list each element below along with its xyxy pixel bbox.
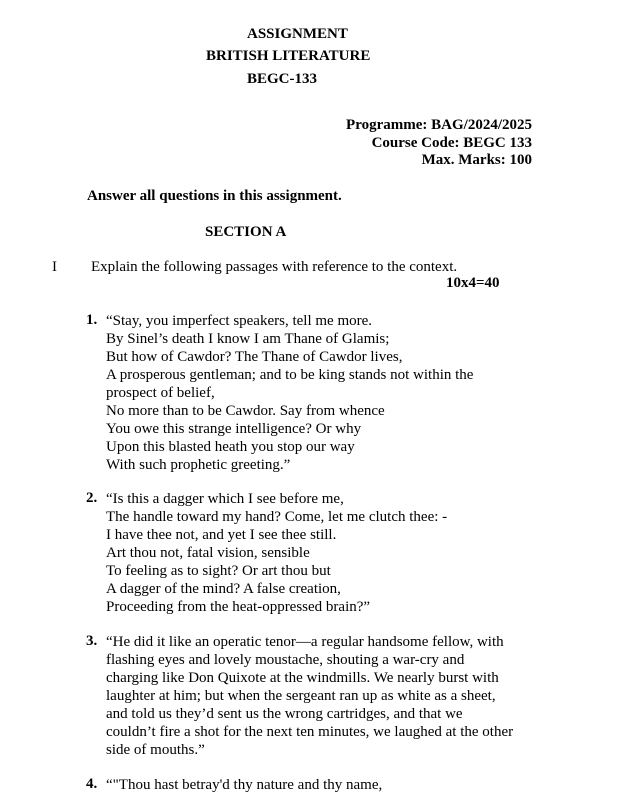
passage-line: Art thou not, fatal vision, sensible [106, 545, 310, 561]
question-2-passage [106, 490, 447, 616]
passage-line: “Is this a dagger which I see before me, [106, 491, 344, 507]
doc-title: ASSIGNMENT [247, 26, 348, 42]
max-marks-label: Max. Marks: 100 [421, 152, 532, 168]
instruction: Answer all questions in this assignment. [87, 188, 342, 204]
passage-line: flashing eyes and lovely moustache, shouting a war-cry and [106, 652, 465, 668]
passage-line: With such prophetic greeting.” [106, 457, 291, 473]
passage-line: A prosperous gentleman; and to be king stands not within the [106, 367, 474, 383]
passage-line: By Sinel’s death I know I am Thane of Glamis; [106, 331, 390, 347]
part-marks: 10x4=40 [446, 275, 500, 291]
passage-line: prospect of belief, [106, 385, 215, 401]
passage-line: The handle toward my hand? Come, let me clutch thee: - [106, 509, 448, 525]
passage-line: Upon this blasted heath you stop our way [106, 439, 355, 455]
passage-line: But how of Cawdor? The Thane of Cawdor lives, [106, 349, 403, 365]
passage-line: A dagger of the mind? A false creation, [106, 581, 341, 597]
question-number: 1. [86, 312, 98, 328]
passage-line: You owe this strange intelligence? Or why [106, 421, 362, 437]
question-number: 3. [86, 633, 98, 649]
passage-line: charging like Don Quixote at the windmills. We nearly burst with [106, 670, 499, 686]
passage-line: “"Thou hast betray'd thy nature and thy name, [106, 777, 383, 793]
passage-line: side of mouths.” [106, 742, 205, 758]
passage-line: laughter at him; but when the sergeant ran up as white as a sheet, [106, 688, 496, 704]
passage-line: Proceeding from the heat-oppressed brain?” [106, 599, 371, 615]
question-3-passage [106, 633, 531, 759]
passage-line: No more than to be Cawdor. Say from whence [106, 403, 385, 419]
passage-line: and told us they’d sent us the wrong cartridges, and that we [106, 706, 463, 722]
question-1-passage [106, 312, 473, 474]
course-title: BRITISH LITERATURE [206, 48, 371, 64]
passage-line: couldn’t fire a shot for the next ten minutes, we laughed at the other [106, 724, 514, 740]
passage-line: “He did it like an operatic tenor—a regular handsome fellow, with [106, 634, 504, 650]
passage-line: I have thee not, and yet I see thee still. [106, 527, 337, 543]
passage-line: To feeling as to sight? Or art thou but [106, 563, 331, 579]
programme-label: Programme: BAG/2024/2025 [346, 117, 532, 133]
question-number: 2. [86, 490, 98, 506]
part-numeral: I [52, 259, 57, 275]
question-number: 4. [86, 776, 98, 792]
course-code-label: Course Code: BEGC 133 [371, 135, 532, 151]
course-code-title: BEGC-133 [247, 71, 318, 87]
question-4-passage [106, 776, 382, 794]
passage-line: “Stay, you imperfect speakers, tell me more. [106, 313, 373, 329]
part-instruction: Explain the following passages with reference to the context. [91, 259, 458, 275]
section-title: SECTION A [205, 224, 287, 240]
